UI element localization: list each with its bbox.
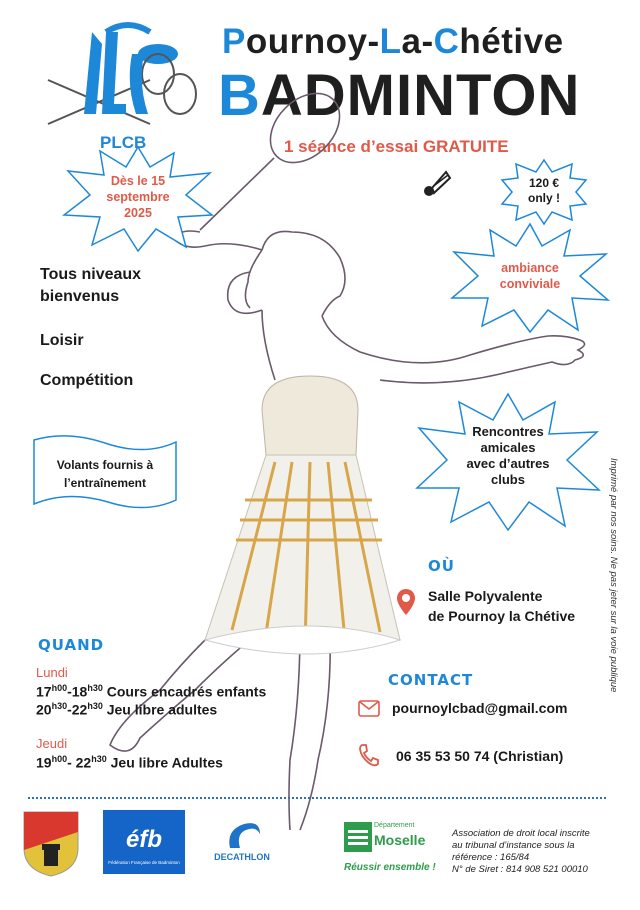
contact-phone[interactable]: 06 35 53 50 74 (Christian) bbox=[396, 748, 564, 764]
ambiance-starburst: ambiance conviviale bbox=[450, 222, 610, 334]
schedule-row: $20^{h30}-22^{h30}$ Jeu libre adultes bbox=[36, 701, 218, 718]
email-icon bbox=[357, 697, 381, 724]
levels-text: Tous niveaux bienvenus bbox=[40, 266, 142, 305]
level-competition: Compétition bbox=[40, 372, 134, 389]
rencontres-starburst: Rencontres amicales avec d’autres clubs bbox=[415, 392, 601, 532]
phone-icon bbox=[357, 743, 379, 772]
when-heading: QUAND bbox=[38, 636, 105, 654]
price-starburst: 120 € only ! bbox=[500, 158, 588, 226]
where-heading: OÙ bbox=[428, 557, 455, 575]
association-info: Association de droit local inscrite au tribunal d’instance sous la référence : 165/84 N° de Siret : 814 908 521 00010 bbox=[452, 828, 590, 875]
schedule-row: $17^{h00}-18^{h30}$ Cours encadrés enfants bbox=[36, 683, 267, 700]
level-loisir: Loisir bbox=[40, 332, 84, 349]
schedule-row: $19^{h00}-$ $22^{h30}$ Jeu libre Adultes bbox=[36, 754, 223, 771]
trial-offer: 1 séance d’essai GRATUITE bbox=[284, 137, 509, 156]
moselle-logo: Département Moselle Réussir ensemble ! bbox=[344, 822, 436, 873]
page-subtitle: BADMINTON bbox=[218, 63, 581, 128]
day-jeudi: Jeudi bbox=[36, 736, 68, 751]
contact-email[interactable]: pournoylcbad@gmail.com bbox=[392, 700, 568, 716]
club-acronym: PLCB bbox=[100, 133, 147, 152]
venue-address: Salle Polyvalente de Pournoy la Chétive bbox=[428, 588, 576, 624]
decathlon-logo: DECATHLON bbox=[210, 820, 274, 870]
footer-divider bbox=[28, 797, 606, 799]
ffbad-logo: éfb Fédération Française de Badminton bbox=[103, 810, 185, 874]
contact-heading: CONTACT bbox=[388, 671, 474, 689]
equipment-banner: Volants fournis à l’entraînement bbox=[28, 432, 182, 514]
page-title: Pournoy-La-Chétive bbox=[222, 22, 564, 61]
print-notice: Imprimé par nos soins. Ne pas jeter sur la voie publique bbox=[608, 458, 619, 693]
location-pin-icon bbox=[396, 588, 416, 621]
date-starburst: Dès le 15 septembre 2025 bbox=[62, 145, 214, 253]
day-lundi: Lundi bbox=[36, 665, 68, 680]
coat-of-arms-logo bbox=[22, 810, 80, 883]
